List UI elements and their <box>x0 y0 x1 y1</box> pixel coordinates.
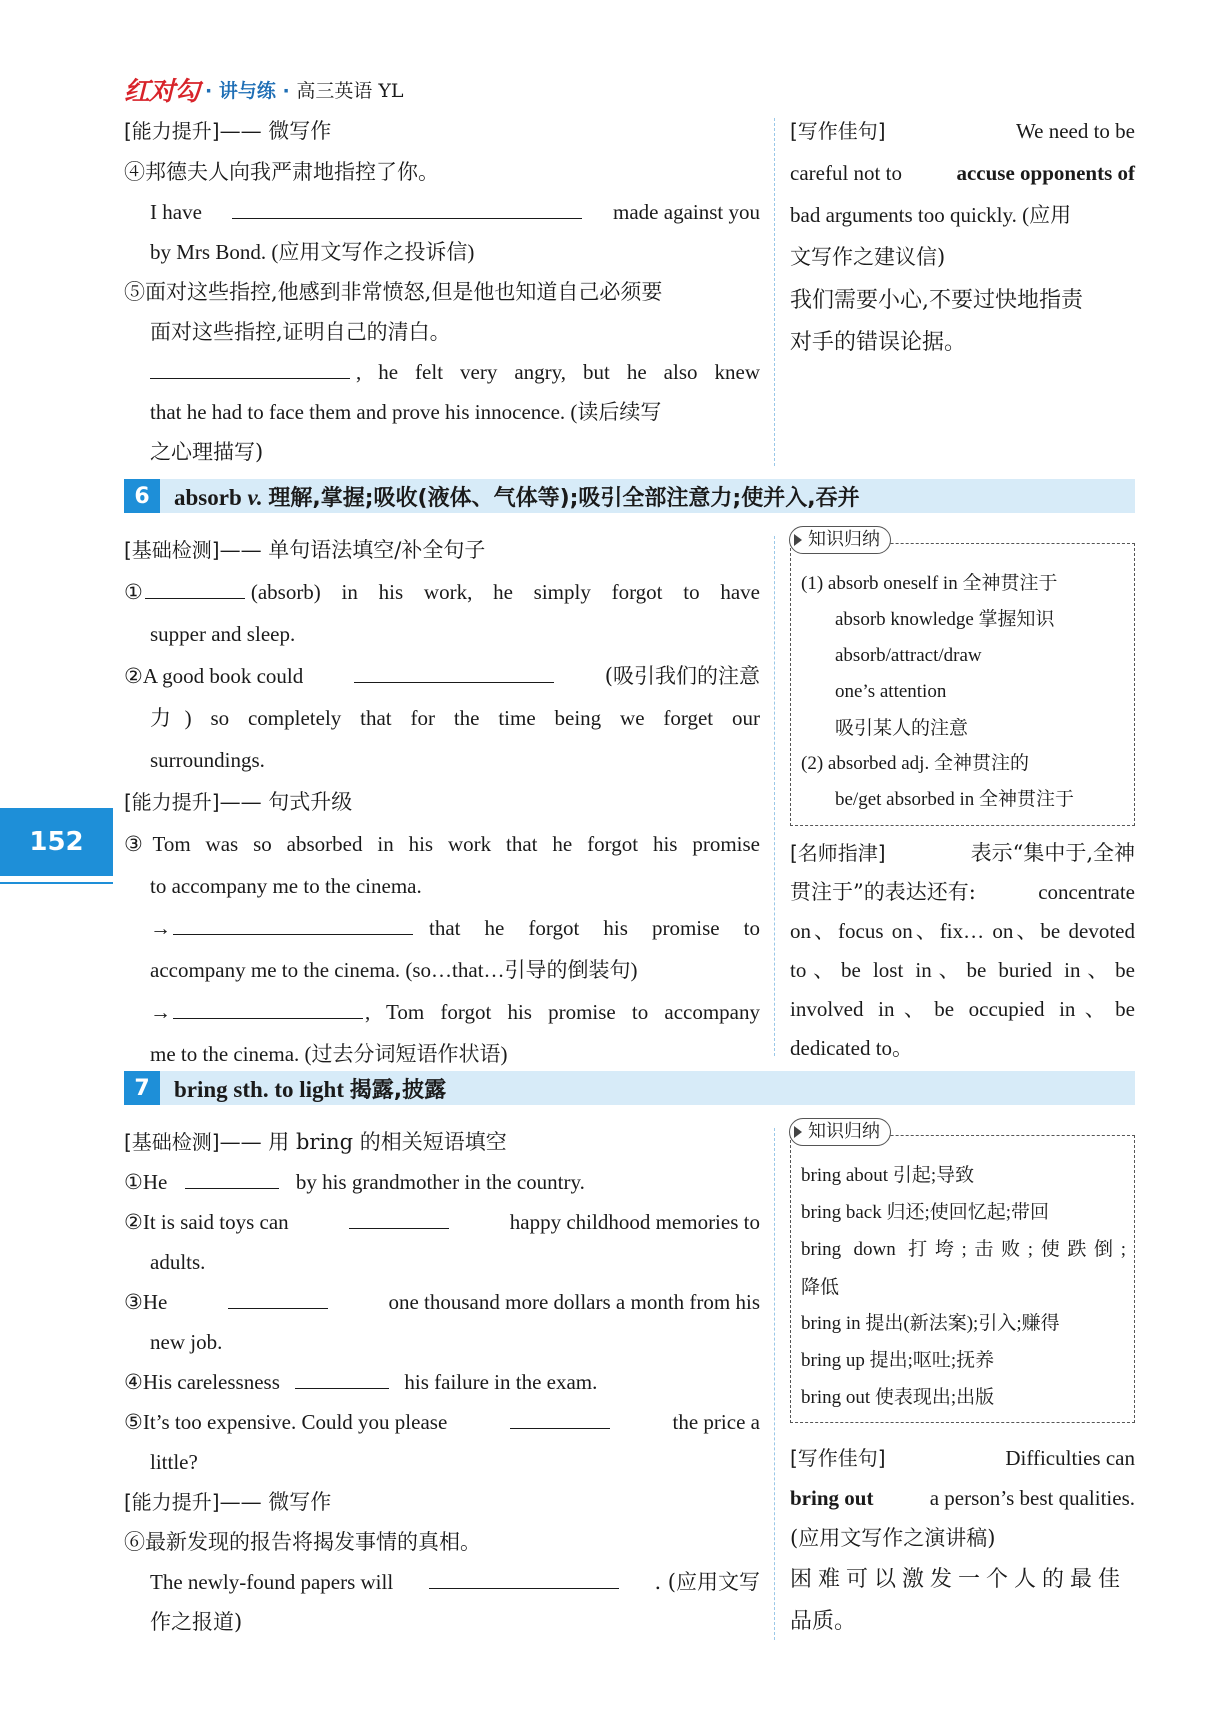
q4-english: I have made against you <box>150 197 760 227</box>
knowledge-item: bring about 引起;导致 <box>801 1165 975 1186</box>
answer-blank[interactable] <box>173 997 363 1019</box>
section-number: 7 <box>124 1071 160 1105</box>
s6-q3: ③Tom was so absorbed in his work that he forgot his promise <box>124 832 760 856</box>
tip-line: 贯注于”的表达还有: concentrate <box>790 880 1135 904</box>
knowledge-item: absorb/attract/draw <box>835 645 982 666</box>
q4-chinese: ④邦德夫人向我严肃地指控了你。 <box>124 160 439 184</box>
column-divider <box>774 118 775 466</box>
page-number: 152 <box>0 808 113 876</box>
answer-blank[interactable] <box>349 1207 449 1229</box>
q5-english-2: that he had to face them and prove his innocence. (读后续写 <box>150 400 662 424</box>
s7-q2: ②It is said toys can happy childhood memories to <box>124 1207 760 1237</box>
basic-test-label: [基础检测]—— 用 bring 的相关短语填空 <box>124 1130 507 1154</box>
page-number-underline <box>0 882 113 884</box>
section-title: absorb v. 理解,掌握;吸收(液体、气体等);吸引全部注意力;使并入,吞并 <box>174 484 860 511</box>
page-header <box>124 72 404 106</box>
s7-q3-cont: new job. <box>150 1330 223 1354</box>
s7-q5-cont: little? <box>150 1450 198 1474</box>
knowledge-box-7 <box>790 1121 1135 1423</box>
tip-line: [名师指津] 表示“集中于,全神 <box>790 841 1135 865</box>
tip-line: involved in、be occupied in、be <box>790 997 1135 1021</box>
knowledge-item: bring out 使表现出;出版 <box>801 1387 995 1408</box>
s6-q1: ① (absorb) in his work, he simply forgot to have <box>124 577 760 607</box>
knowledge-item: 降低 <box>801 1276 840 1298</box>
good-sentence-zh: 困难可以激发一个人的最佳 <box>790 1567 1127 1592</box>
q5-english-3: 之心理描写) <box>150 440 264 464</box>
section-6-header <box>124 479 1135 513</box>
section-7-header <box>124 1071 1135 1105</box>
good-sentence-line3: bad arguments too quickly. (应用 <box>790 203 1072 227</box>
s7-q5: ⑤It’s too expensive. Could you please the price a <box>124 1407 760 1437</box>
section-number: 6 <box>124 479 160 513</box>
knowledge-item: be/get absorbed in 全神贯注于 <box>835 789 1075 810</box>
tip-line: on、focus on、fix… on、be devoted <box>790 919 1135 943</box>
s7-q6-chinese: ⑥最新发现的报告将揭发事情的真相。 <box>124 1530 481 1554</box>
good-sentence-line1: [写作佳句] We need to be <box>790 119 1135 143</box>
answer-blank[interactable] <box>150 357 350 379</box>
basic-test-label: [基础检测]—— 单句语法填空/补全句子 <box>124 538 486 562</box>
s6-q3-rewrite-2: → , Tom forgot his promise to accompany <box>150 997 760 1027</box>
series-title: · 讲与练 · 高三英语 YL <box>205 79 404 102</box>
tip-line: to、be lost in、be buried in、be <box>790 958 1135 982</box>
answer-blank[interactable] <box>510 1407 610 1429</box>
good-sentence-line4: 文写作之建议信) <box>790 245 946 269</box>
s6-q2-cont: 力) so completely that for the time being we forget our <box>150 706 760 730</box>
knowledge-item: (2) absorbed adj. 全神贯注的 <box>801 753 1029 774</box>
good-sentence-zh: 品质。 <box>790 1609 857 1634</box>
s6-q3-rewrite-1-cont: accompany me to the cinema. (so…that…引导的倒装句) <box>150 958 638 982</box>
good-sentence-zh1: 我们需要小心,不要过快地指责 <box>790 288 1083 313</box>
q5-chinese-1: ⑤面对这些指控,他感到非常愤怒,但是他也知道自己必须要 <box>124 280 663 304</box>
column-divider <box>774 1128 775 1640</box>
s7-q6-english: The newly-found papers will . (应用文写 <box>150 1567 760 1597</box>
ability-label: [能力提升]—— 微写作 <box>124 1490 332 1514</box>
knowledge-item: bring in 提出(新法案);引入;赚得 <box>801 1313 1060 1334</box>
knowledge-item: 吸引某人的注意 <box>835 717 969 739</box>
answer-blank[interactable] <box>295 1367 389 1389</box>
knowledge-box-6 <box>790 529 1135 826</box>
s6-q3-rewrite-2-cont: me to the cinema. (过去分词短语作状语) <box>150 1042 508 1066</box>
good-sentence-line: [写作佳句] Difficulties can <box>790 1446 1135 1470</box>
s6-q2: ②A good book could (吸引我们的注意 <box>124 661 760 691</box>
s7-q6-english-cont: 作之报道) <box>150 1610 243 1634</box>
knowledge-tag: 知识归纳 <box>789 526 891 554</box>
ability-label: [能力提升]—— 微写作 <box>124 119 332 143</box>
knowledge-item: bring up 提出;呕吐;抚养 <box>801 1350 995 1371</box>
answer-blank[interactable] <box>232 197 582 219</box>
brand-logo: 红对勾 <box>124 76 200 107</box>
good-sentence-line2: careful not to accuse opponents of <box>790 161 1135 185</box>
s6-q3-rewrite-1: → that he forgot his promise to <box>150 913 760 943</box>
knowledge-item: (1) absorb oneself in 全神贯注于 <box>801 573 1058 594</box>
answer-blank[interactable] <box>145 577 245 599</box>
knowledge-tag: 知识归纳 <box>789 1118 891 1146</box>
s6-q2-cont2: surroundings. <box>150 748 265 772</box>
answer-blank[interactable] <box>354 661 554 683</box>
section-title: bring sth. to light 揭露,披露 <box>174 1076 447 1103</box>
s7-q2-cont: adults. <box>150 1250 206 1274</box>
column-divider <box>774 536 775 1056</box>
ability-label: [能力提升]—— 句式升级 <box>124 790 353 814</box>
knowledge-item: bring back 归还;使回忆起;带回 <box>801 1202 1050 1223</box>
knowledge-item: bring down 打垮;击败;使跌倒; <box>801 1239 1126 1260</box>
s7-q4: ④His carelessness his failure in the exam. <box>124 1367 597 1397</box>
good-sentence-line: bring out a person’s best qualities. <box>790 1486 1135 1510</box>
good-sentence-line: (应用文写作之演讲稿) <box>790 1526 996 1550</box>
q5-english-1: , he felt very angry, but he also knew <box>150 357 760 387</box>
subject-title: 高三英语 YL <box>296 79 404 102</box>
answer-blank[interactable] <box>429 1567 619 1589</box>
knowledge-item: one’s attention <box>835 681 947 702</box>
good-sentence-zh2: 对手的错误论据。 <box>790 330 967 355</box>
q4-english-cont: by Mrs Bond. (应用文写作之投诉信) <box>150 240 475 264</box>
q5-chinese-2: 面对这些指控,证明自己的清白。 <box>150 320 451 344</box>
s7-q3: ③He one thousand more dollars a month from his <box>124 1287 760 1317</box>
s6-q3-cont: to accompany me to the cinema. <box>150 874 422 898</box>
answer-blank[interactable] <box>228 1287 328 1309</box>
tip-line: dedicated to。 <box>790 1036 914 1060</box>
s6-q1-cont: supper and sleep. <box>150 622 296 646</box>
answer-blank[interactable] <box>173 913 413 935</box>
answer-blank[interactable] <box>185 1167 279 1189</box>
s7-q1: ①He by his grandmother in the country. <box>124 1167 585 1197</box>
knowledge-item: absorb knowledge 掌握知识 <box>835 609 1055 630</box>
